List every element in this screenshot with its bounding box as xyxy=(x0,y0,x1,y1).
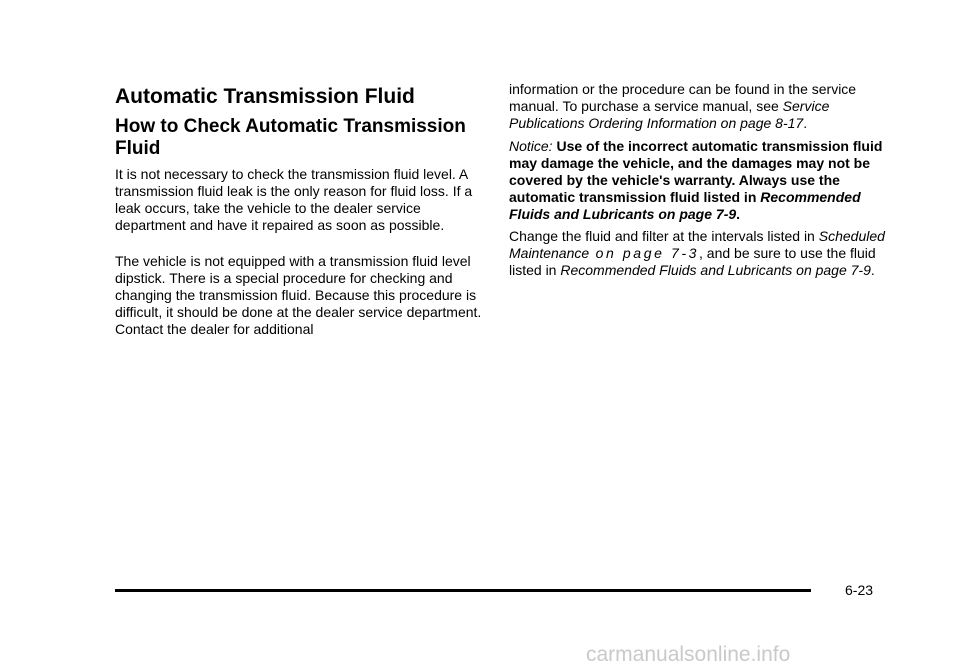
section-title: Automatic Transmission Fluid xyxy=(115,85,415,108)
paragraph-change-fluid xyxy=(509,228,889,279)
notice-text: Use of the incorrect automatic transmission fluid may damage the vehicle, and the damages may not be covered by the vehicle's warranty. Always use the automatic transmission fluid listed in xyxy=(509,138,883,205)
service-publications-link[interactable]: Service Publications Ordering Information on page 8-17 xyxy=(509,98,830,131)
paragraph-dipstick-info: The vehicle is not equipped with a transmission fluid level dipstick. There is a special procedure for checking and changing the transmission fluid. Because this procedure is difficult, it should be done at the dealer service department. Contact the dealer for additional xyxy=(115,253,482,337)
notice-paragraph xyxy=(509,138,889,223)
change-fluid-text-2: , and be sure to use the fluid listed in xyxy=(509,245,876,278)
scheduled-maintenance-page-link[interactable]: on page 7-3 xyxy=(589,245,699,261)
recommended-fluids-link-notice[interactable]: Recommended Fluids and Lubricants on page 7-9 xyxy=(509,189,861,222)
change-fluid-text: Change the fluid and filter at the intervals listed in xyxy=(509,228,819,244)
notice-end: . xyxy=(736,206,741,222)
watermark: carmanualsonline.info xyxy=(586,643,791,666)
footer-rule xyxy=(115,589,811,592)
subsection-title: How to Check Automatic Transmission Fluid xyxy=(115,116,466,159)
paragraph-leak-info: It is not necessary to check the transmission fluid level. A transmission fluid leak is the only reason for fluid loss. If a leak occurs, take the vehicle to the dealer service department and have it repaired as soon as possible. xyxy=(115,166,473,233)
recommended-fluids-link[interactable]: Recommended Fluids and Lubricants on page 7-9 xyxy=(560,262,871,278)
service-manual-text: information or the procedure can be found in the service manual. To purchase a service manual, see xyxy=(509,81,857,114)
notice-label: Notice: xyxy=(509,138,553,154)
page-number: 6-23 xyxy=(845,582,874,598)
scheduled-maintenance-link[interactable]: Scheduled Maintenance xyxy=(509,228,885,261)
service-manual-end: . xyxy=(803,115,808,131)
change-fluid-end: . xyxy=(870,262,875,278)
paragraph-service-manual xyxy=(509,81,889,132)
